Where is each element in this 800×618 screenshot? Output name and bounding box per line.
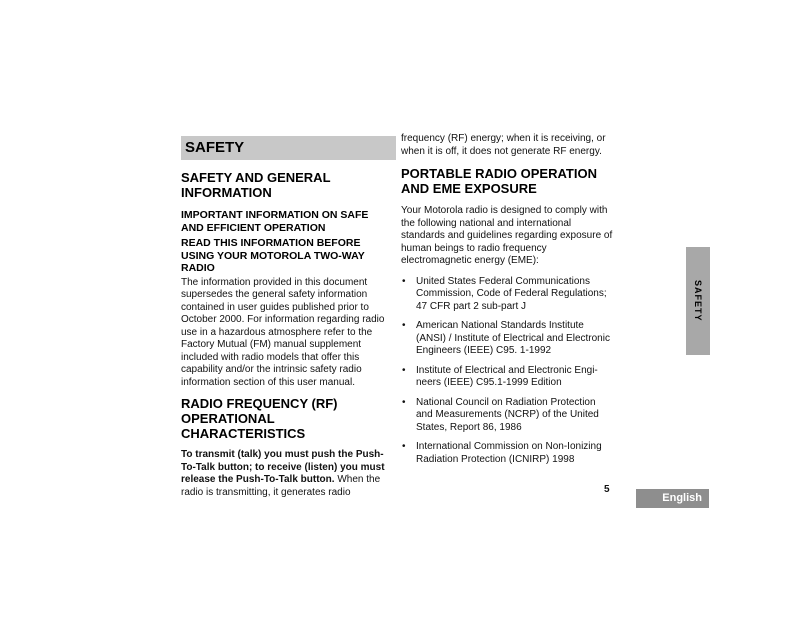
left-column [181, 136, 393, 499]
side-section-tab [686, 247, 710, 355]
heading-read-before-using: READ THIS INFORMATION BEFORE USING YOUR MOTOROLA TWO-WAY RADIO [181, 237, 365, 274]
paragraph-designed-to-comply: Your Motorola radio is designed to comply with the following national and international standards and guidelines regarding exposure of human beings to radio frequency electromagnetic energy (EME): [401, 205, 613, 266]
section-title: SAFETY [181, 136, 396, 160]
paragraph-info: The information provided in this document supersedes the general safety information contained in user guides published prior to October 2000. For information regarding radio use in a hazardous atmosphere refer to the Factory Mutual (FM) manual supplement included with radio models that offer this capability and/or the intrinsic safety radio information section of this user manual. [181, 276, 385, 388]
list-item: • American National Standards Institute (ANSI) / Institute of Electrical and Electronic Engineers (IEEE) C95. 1-1992 [401, 320, 613, 358]
list-item: • National Council on Radiation Protection and Measurements (NCRP) of the United States, Report 86, 1986 [401, 397, 613, 435]
list-item: • United States Federal Communications Commission, Code of Federal Regulations; 47 CFR part 2 sub-part J [401, 276, 613, 314]
transmit-instruction: To transmit (talk) you must push the Push-To-Talk button; to receive (listen) you must release the Push-To-Talk button. [181, 449, 385, 485]
standards-list [401, 276, 613, 467]
paragraph-rf-continued: frequency (RF) energy; when it is receiving, or when it is off, it does not generate RF energy. [401, 133, 606, 157]
side-tab-label: SAFETY [693, 280, 703, 322]
list-item: • International Commission on Non-Ionizing Radiation Protection (ICNIRP) 1998 [401, 441, 613, 466]
page-number: 5 [604, 484, 610, 495]
language-tab: English [636, 489, 709, 508]
heading-safety-general: SAFETY AND GENERAL INFORMATION [181, 170, 331, 200]
right-column [401, 133, 613, 473]
heading-portable-eme: PORTABLE RADIO OPERATION AND EME EXPOSURE [401, 166, 597, 196]
transmit-continuation: When the radio is transmitting, it generates radio [181, 474, 381, 498]
list-item: • Institute of Electrical and Electronic Engi-neers (IEEE) C95.1-1999 Edition [401, 365, 613, 390]
heading-rf-characteristics: RADIO FREQUENCY (RF) OPERATIONAL CHARACTERISTICS [181, 396, 338, 441]
heading-important-info: IMPORTANT INFORMATION ON SAFE AND EFFICIENT OPERATION [181, 209, 369, 234]
paragraph-transmit [181, 449, 393, 499]
